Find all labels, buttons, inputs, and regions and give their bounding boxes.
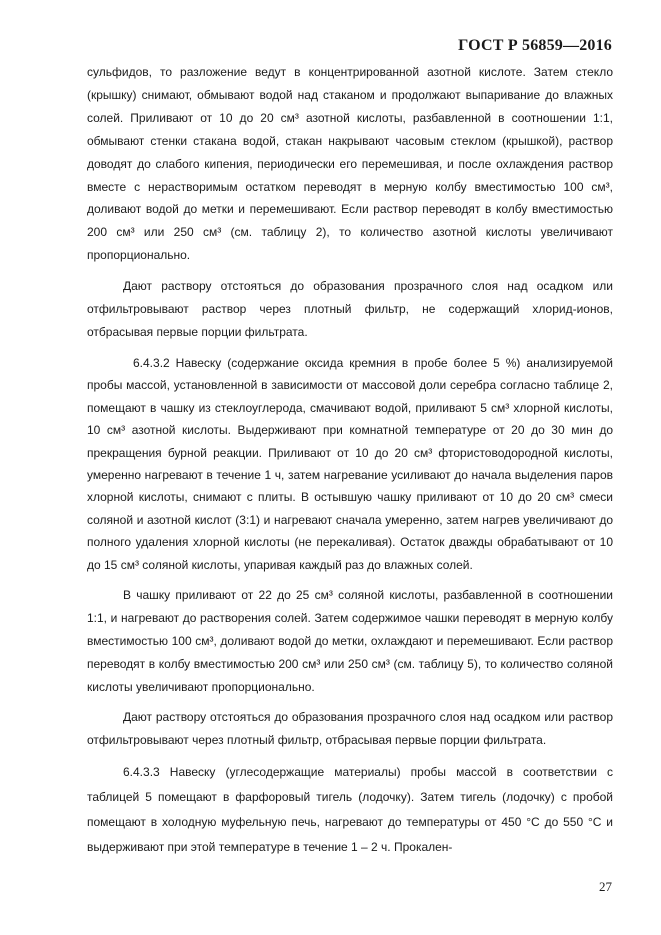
paragraph-section-6-4-3-2: 6.4.3.2 Навеску (содержание оксида кремния в пробе более 5 %) анализируемой пробы массой, установленной в зависимости от массовой доли серебра согласно таблице 2, помещают в чашку из стеклоуглерода, смачивают водой, приливают 5 см³ хлорной кислоты, 10 см³ азотной кислоты. Выдерживают при комнатной температуре от 20 до 30 мин до прекращения бурной реакции. Приливают от 10 до 20 см³ фтористоводородной кислоты, умеренно нагревают в течение 1 ч, затем нагревание усиливают до начала выделения паров хлорной кислоты, снимают с плиты. В остывшую чашку приливают от 10 до 20 см³ смеси соляной и азотной кислот (3:1) и нагревают сначала умеренно, затем нагрев увеличивают до полного удаления хлорной кислоты (не перекаливая). Остаток дважды обрабатывают от 10 до 15 см³ соляной кислоты, упаривая каждый раз до влажных солей. <box>87 355 613 572</box>
paragraph-section-6-4-3-3: 6.4.3.3 Навеску (углесодержащие материалы) пробы массой в соответствии с таблицей 5 помещают в фарфоровый тигель (лодочку). Затем тигель (лодочку) с пробой помещают в холодную муфельную печь, нагревают до температуры от 450 °С до 550 °С и выдерживают при этой температуре в течение 1 – 2 ч. Прокален- <box>87 765 613 855</box>
document-body <box>87 61 613 860</box>
paragraph-settling-hydrochloric: Дают раствору отстояться до образования прозрачного слоя над осадком или раствор отфильтровывают через плотный фильтр, отбрасывая первые порции фильтрата. <box>87 710 613 748</box>
paragraph-continuation: сульфидов, то разложение ведут в концентрированной азотной кислоте. Затем стекло (крышку) снимают, обмывают водой над стаканом и продолжают выпаривание до влажных солей. Приливают от 10 до 20 см³ азотной кислоты, разбавленной в соотношении 1:1, обмывают стенки стакана водой, стакан накрывают часовым стеклом (крышкой), раствор доводят до слабого кипения, периодически его перемешивая, и после охлаждения раствор вместе с нерастворимым остатком переводят в мерную колбу вместимостью 100 см³, доливают водой до метки и перемешивают. Если раствор переводят в колбу вместимостью 200 см³ или 250 см³ (см. таблицу 2), то количество азотной кислоты увеличивают пропорционально. <box>87 65 613 263</box>
page-number: 27 <box>599 879 612 894</box>
paragraph-settling-nitric: Дают раствору отстояться до образования прозрачного слоя над осадком или отфильтровывают раствор через плотный фильтр, не содержащий хлорид-ионов, отбрасывая первые порции фильтрата. <box>87 279 613 339</box>
document-header-standard: ГОСТ Р 56859—2016 <box>458 37 612 54</box>
paragraph-dissolving-salts: В чашку приливают от 22 до 25 см³ соляной кислоты, разбавленной в соотношении 1:1, и нагревают до растворения солей. Затем содержимое чашки переводят в мерную колбу вместимостью 100 см³, доливают водой до метки, охлаждают и перемешивают. Если раствор переводят в колбу вместимостью 200 см³ или 250 см³ (см. таблицу 5), то количество соляной кислоты увеличивают пропорционально. <box>87 587 613 694</box>
